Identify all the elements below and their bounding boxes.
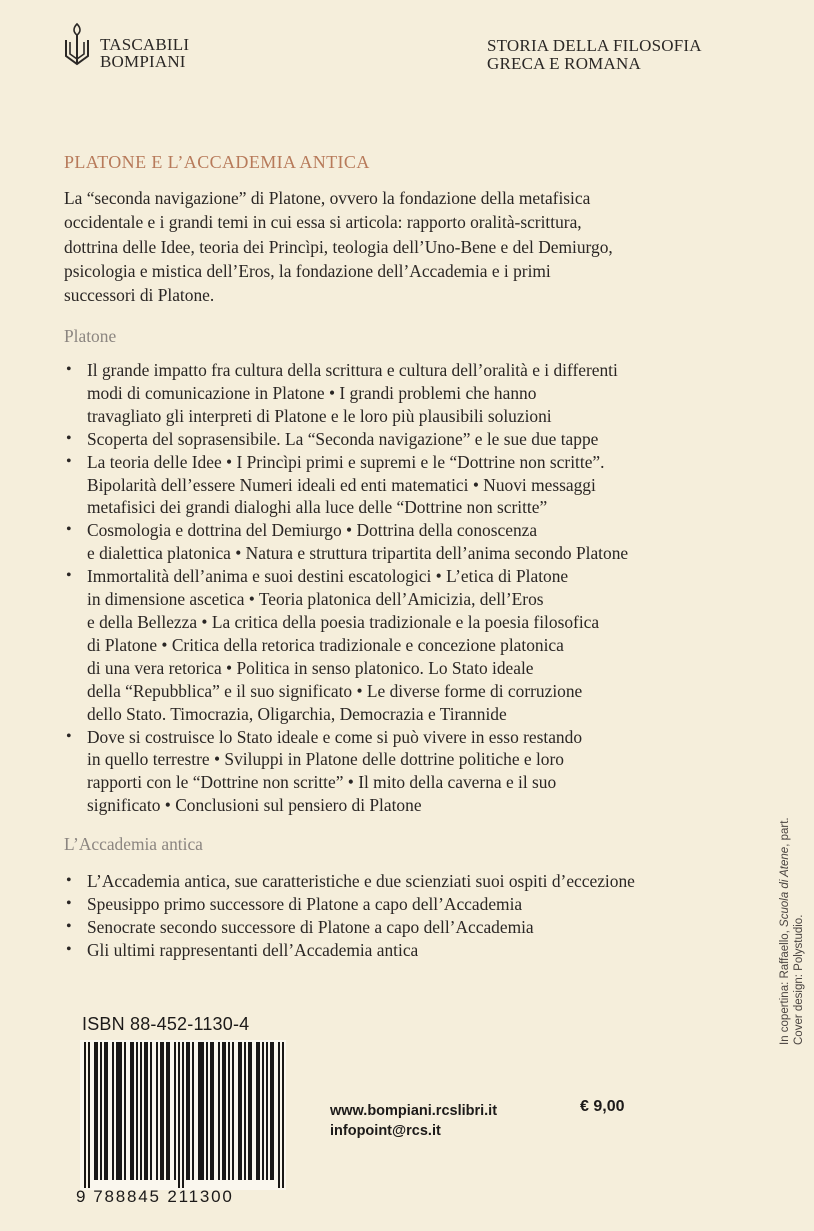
barcode-bar <box>106 1042 108 1180</box>
barcode-bar <box>278 1042 280 1188</box>
barcode-bar <box>144 1042 146 1180</box>
list-item-line: Speusippo primo successore di Platone a capo dell’Accademia <box>87 893 523 914</box>
barcode-bar <box>88 1042 90 1188</box>
barcode-bar <box>232 1042 234 1180</box>
list-item <box>64 939 764 962</box>
intro-line: occidentale e i grandi temi in cui essa si articola: rapporto oralità-scrittura, <box>64 212 582 233</box>
list-item-line: Gli ultimi rappresentanti dell’Accademia antica <box>87 939 419 960</box>
website-link[interactable]: www.bompiani.rcslibri.it <box>330 1103 498 1119</box>
barcode-bar <box>104 1042 106 1180</box>
barcode-bar <box>166 1042 168 1180</box>
barcode-bar <box>282 1042 284 1188</box>
intro-line: dottrina delle Idee, teoria dei Princìpi, teologia dell’Uno-Bene e del Demiurgo, <box>64 236 613 257</box>
barcode-bar <box>140 1042 142 1180</box>
barcode-bar <box>222 1042 224 1180</box>
barcode-bar <box>228 1042 230 1180</box>
barcode-bar <box>262 1042 264 1180</box>
intro-line: La “seconda navigazione” di Platone, ovvero la fondazione della metafisica <box>64 188 591 208</box>
cover-credits <box>778 817 806 1045</box>
intro-line: psicologia e mistica dell’Eros, la fondazione dell’Accademia e i primi <box>64 260 551 281</box>
intro-paragraph <box>64 186 764 307</box>
barcode-bar <box>218 1042 220 1180</box>
barcode <box>80 1040 286 1190</box>
barcode-bar <box>206 1042 208 1180</box>
barcode-bar <box>116 1042 118 1180</box>
bullet-icon: • <box>66 872 72 889</box>
barcode-bar <box>270 1042 272 1180</box>
list-item-line: Cosmologia e dottrina del Demiurgo • Dottrina della conoscenza <box>87 520 538 541</box>
list-item-line: significato • Conclusioni sul pensiero di Platone <box>87 795 422 816</box>
list-item-line: L’Accademia antica, sue caratteristiche e due scienziati suoi ospiti d’eccezione <box>87 871 635 891</box>
list-item-line: Dove si costruisce lo Stato ideale e come si può vivere in esso restando <box>87 726 583 747</box>
bullet-icon: • <box>66 567 72 585</box>
isbn-label: ISBN 88-452-1130-4 <box>82 1014 250 1034</box>
bullet-icon: • <box>66 452 72 470</box>
barcode-bar <box>94 1042 96 1180</box>
barcode-bar <box>248 1042 250 1180</box>
barcode-bar <box>238 1042 240 1180</box>
barcode-bar <box>202 1042 204 1180</box>
barcode-bar <box>192 1042 194 1180</box>
list-item <box>64 565 764 725</box>
contents-list-accademia <box>64 870 764 962</box>
barcode-bar <box>272 1042 274 1180</box>
barcode-bar <box>256 1042 258 1180</box>
book-title: PLATONE E L’ACCADEMIA ANTICA <box>64 152 370 172</box>
list-item-line: dello Stato. Timocrazia, Oligarchia, Democrazia e Tirannide <box>87 703 507 724</box>
brand-line-1: TASCABILI <box>100 35 190 54</box>
list-item-line: Senocrate secondo successore di Platone a capo dell’Accademia <box>87 916 534 937</box>
list-item-line: di una vera retorica • Politica in senso platonico. Lo Stato ideale <box>87 657 534 678</box>
artwork-title: Scuola di Atene <box>779 846 791 927</box>
list-item-line: in dimensione ascetica • Teoria platonica dell’Amicizia, dell’Eros <box>87 589 544 610</box>
credits-line-1: In copertina: Raffaello, Scuola di Atene, part. <box>779 817 791 1045</box>
bullet-icon: • <box>66 917 72 935</box>
list-item <box>64 893 764 916</box>
barcode-bar <box>168 1042 170 1180</box>
bompiani-emblem-icon <box>62 22 92 66</box>
bullet-icon: • <box>66 361 72 378</box>
barcode-bar <box>136 1042 138 1180</box>
barcode-number: 9 788845 211300 <box>76 1187 234 1206</box>
barcode-bar <box>162 1042 164 1180</box>
list-item-line: della “Repubblica” e il suo significato • Le diverse forme di corruzione <box>87 680 583 701</box>
section-heading-accademia: L’Accademia antica <box>64 834 203 854</box>
list-item-line: e della Bellezza • La critica della poesia tradizionale e la poesia filosofica <box>87 611 600 632</box>
barcode-bar <box>132 1042 134 1180</box>
list-item-line: Immortalità dell’anima e suoi destini escatologici • L’etica di Platone <box>87 566 569 587</box>
list-item-line: La teoria delle Idee • I Princìpi primi e supremi e le “Dottrine non scritte”. <box>87 451 605 472</box>
barcode-bar <box>124 1042 126 1180</box>
barcode-bar <box>118 1042 120 1180</box>
list-item <box>64 916 764 939</box>
list-item <box>64 870 764 893</box>
barcode-bar <box>84 1042 86 1188</box>
barcode-bar <box>182 1042 184 1188</box>
barcode-bar <box>174 1042 176 1180</box>
list-item <box>64 428 764 451</box>
barcode-bar <box>258 1042 260 1180</box>
credits-line-2: Cover design: Polystudio. <box>793 914 805 1045</box>
barcode-bar <box>156 1042 158 1180</box>
barcode-bar <box>100 1042 102 1180</box>
series-title <box>487 37 702 73</box>
bullet-icon: • <box>66 727 72 745</box>
barcode-bar <box>224 1042 226 1180</box>
barcode-bar <box>146 1042 148 1180</box>
barcode-bar <box>198 1042 200 1180</box>
barcode-bar <box>96 1042 98 1180</box>
bullet-icon: • <box>66 429 72 447</box>
barcode-bar <box>150 1042 152 1180</box>
list-item-line: Il grande impatto fra cultura della scrittura e cultura dell’oralità e i differenti <box>87 360 618 380</box>
series-line-1: STORIA DELLA FILOSOFIA <box>487 36 702 55</box>
email-link[interactable]: infopoint@rcs.it <box>330 1123 441 1139</box>
barcode-bar <box>130 1042 132 1180</box>
list-item-line: in quello terrestre • Sviluppi in Platone delle dottrine politiche e loro <box>87 749 564 770</box>
list-item <box>64 359 764 428</box>
list-item-line: modi di comunicazione in Platone • I grandi problemi che hanno <box>87 382 537 403</box>
intro-line: successori di Platone. <box>64 285 215 306</box>
contents-list-platone <box>64 359 764 817</box>
list-item-line: Scoperta del soprasensibile. La “Seconda navigazione” e le sue due tappe <box>87 428 599 449</box>
bullet-icon: • <box>66 940 72 958</box>
barcode-bar <box>178 1042 180 1188</box>
barcode-bar <box>188 1042 190 1180</box>
barcode-bar <box>240 1042 242 1180</box>
list-item-line: metafisici dei grandi dialoghi alla luce delle “Dottrine non scritte” <box>87 497 548 518</box>
list-item-line: Bipolarità dell’essere Numeri ideali ed enti matematici • Nuovi messaggi <box>87 474 596 495</box>
list-item-line: rapporti con le “Dottrine non scritte” • Il mito della caverna e il suo <box>87 772 557 793</box>
list-item-line: travagliato gli interpreti di Platone e le loro più plausibili soluzioni <box>87 405 552 426</box>
bullet-icon: • <box>66 894 72 912</box>
publisher-logo <box>62 22 189 70</box>
barcode-bar <box>200 1042 202 1180</box>
barcode-bar <box>160 1042 162 1180</box>
barcode-bar <box>112 1042 114 1180</box>
series-line-2: GRECA E ROMANA <box>487 54 641 73</box>
contact-info <box>330 1101 497 1141</box>
bullet-icon: • <box>66 521 72 539</box>
list-item-line: di Platone • Critica della retorica tradizionale e concezione platonica <box>87 634 564 655</box>
list-item-line: e dialettica platonica • Natura e struttura tripartita dell’anima secondo Platone <box>87 543 629 564</box>
list-item <box>64 519 764 565</box>
barcode-bar <box>186 1042 188 1180</box>
list-item <box>64 451 764 520</box>
barcode-bar <box>244 1042 246 1180</box>
section-heading-platone: Platone <box>64 326 117 346</box>
barcode-bar <box>250 1042 252 1180</box>
barcode-bar <box>120 1042 122 1180</box>
list-item <box>64 726 764 818</box>
price: € 9,00 <box>580 1098 625 1115</box>
barcode-bar <box>210 1042 212 1180</box>
barcode-bar <box>266 1042 268 1180</box>
brand-line-2: BOMPIANI <box>100 52 186 71</box>
barcode-bar <box>212 1042 214 1180</box>
